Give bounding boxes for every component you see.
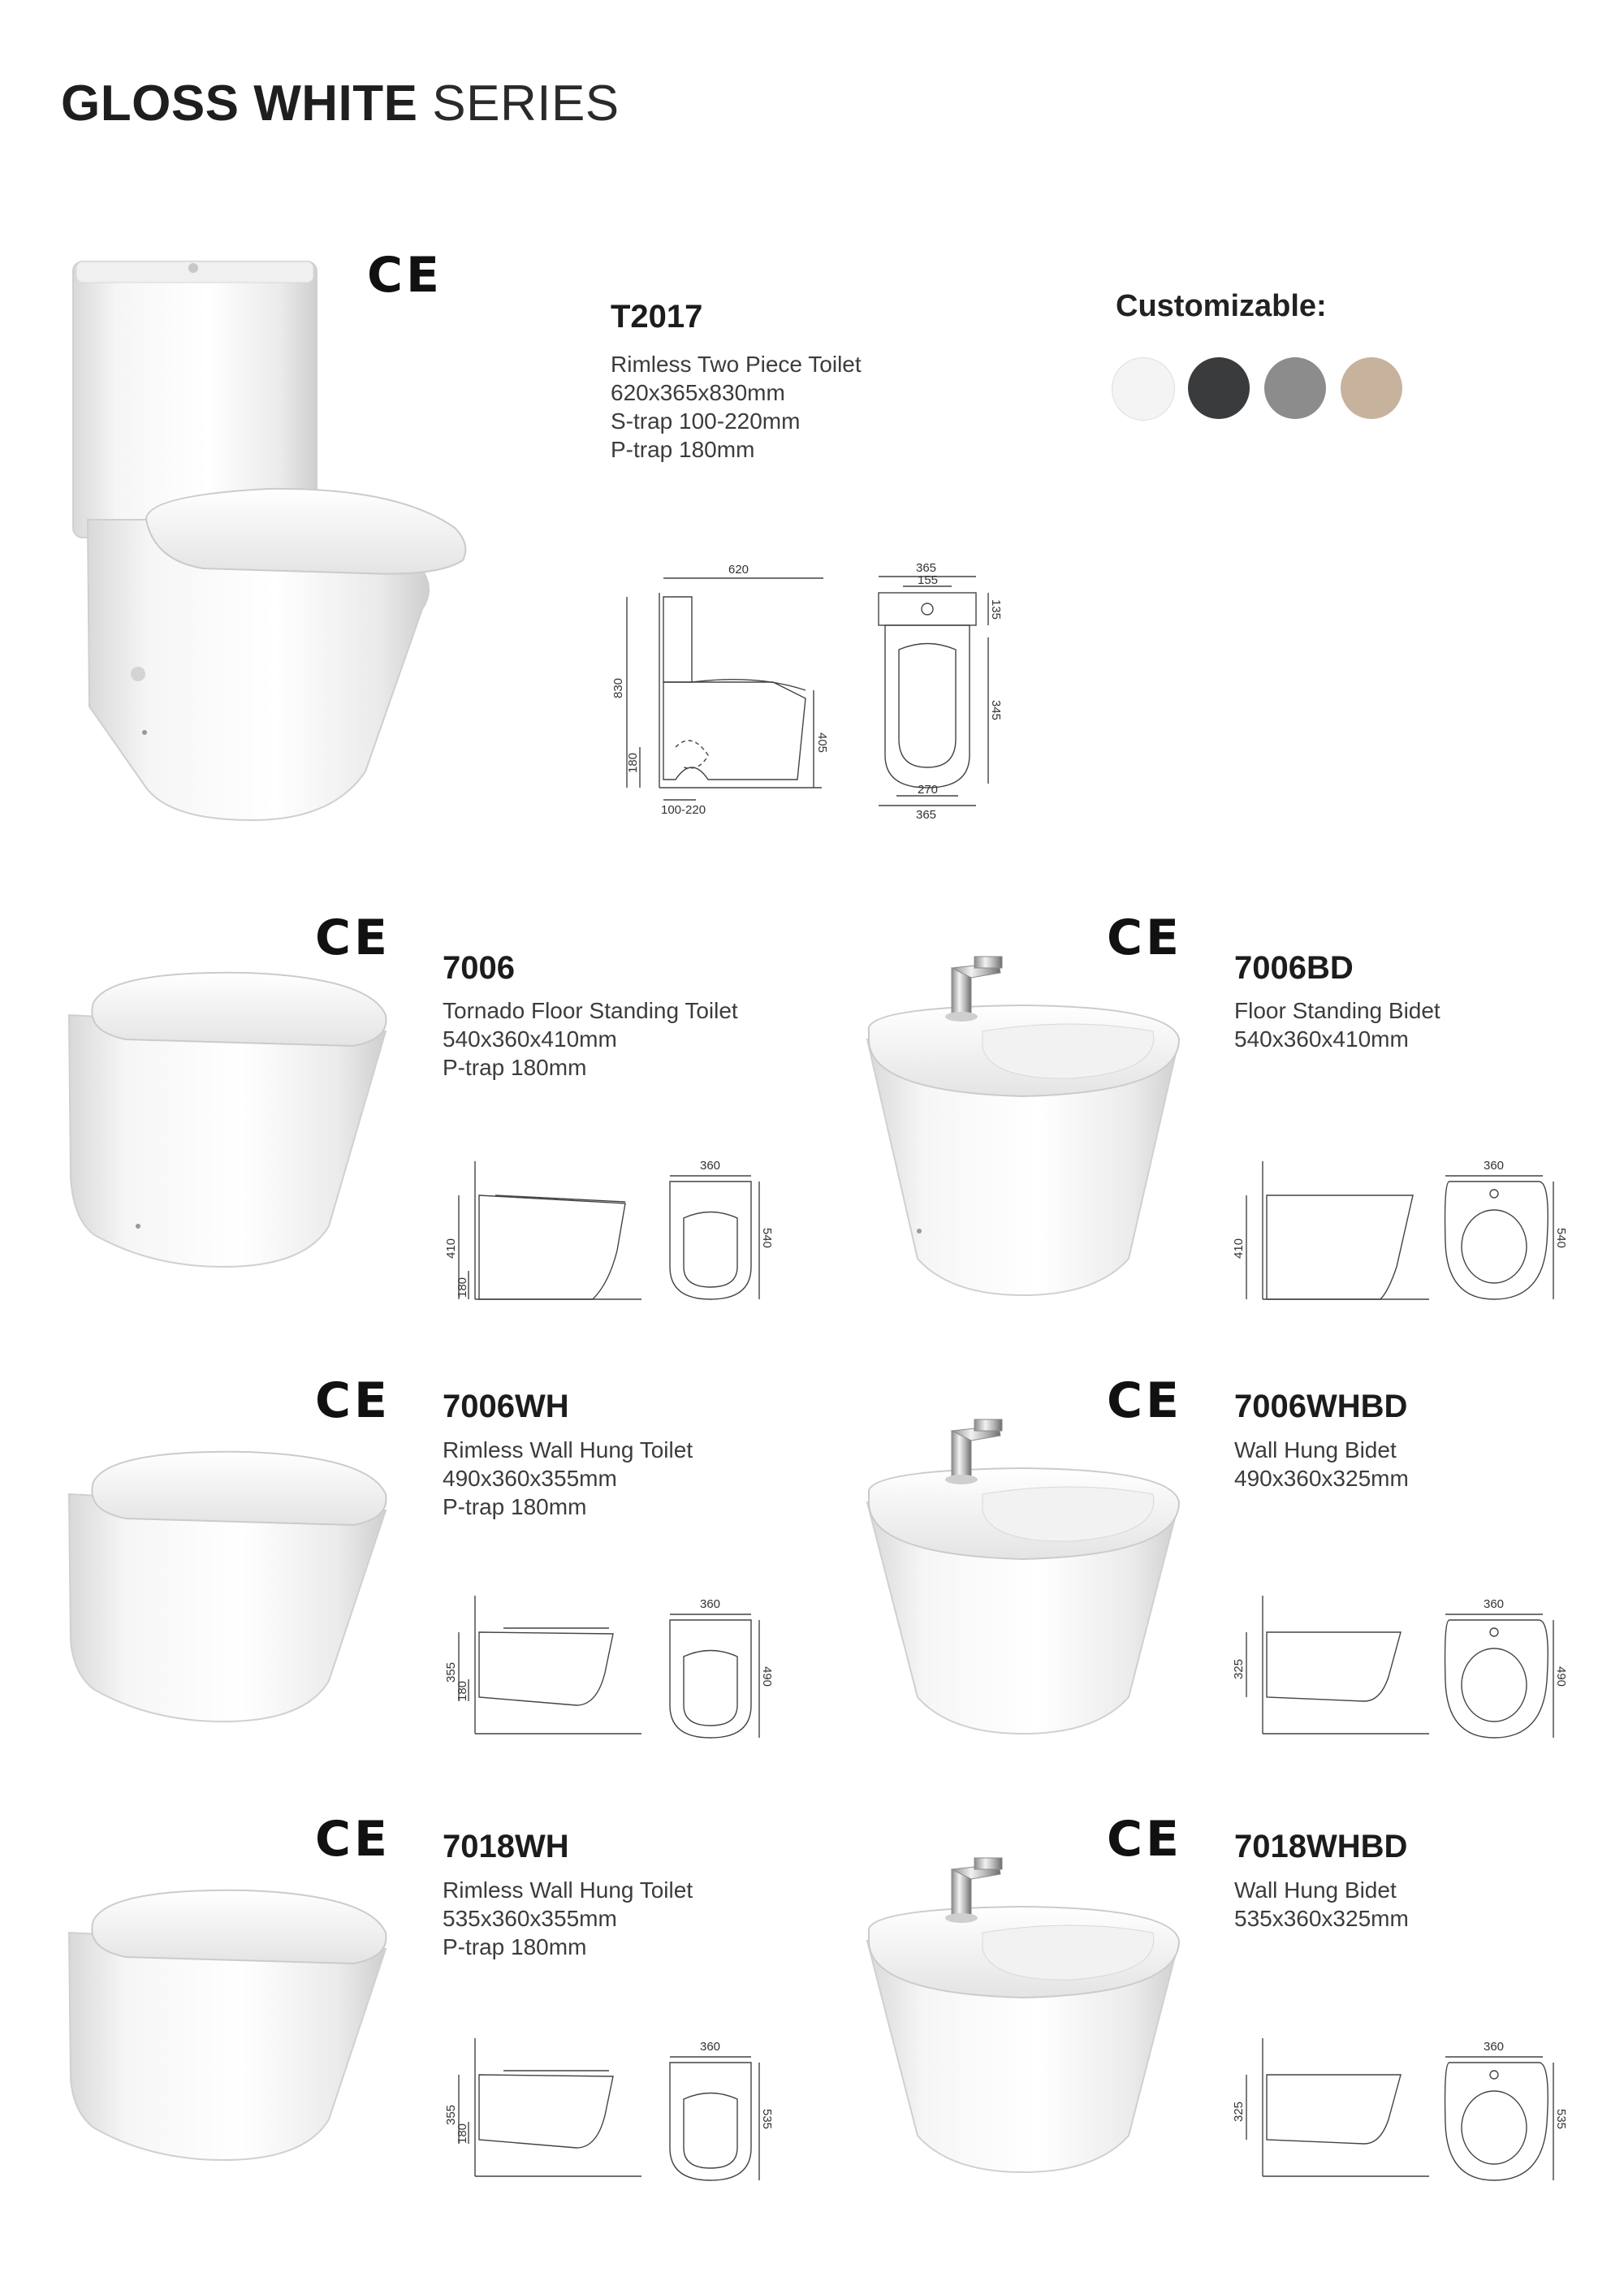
7006-spec-line: 540x360x410mm	[443, 1026, 617, 1052]
7006bd-technical-drawing	[1226, 1145, 1575, 1307]
7006-dim-depth: 540	[760, 1228, 774, 1249]
title-bold: GLOSS WHITE	[61, 76, 418, 132]
7006-spec-line: P-trap 180mm	[443, 1055, 587, 1080]
t2017-code: T2017	[611, 299, 703, 335]
7018wh-dim-height: 355	[444, 2104, 458, 2125]
7006bd-bidet-photo	[861, 950, 1186, 1299]
7006whbd-ce-mark: CE	[1107, 1372, 1183, 1429]
7006-specs	[443, 996, 738, 1082]
7006wh-toilet-photo	[61, 1445, 402, 1730]
7006whbd-dim-width: 360	[1484, 1597, 1505, 1611]
7006whbd-specs	[1234, 1436, 1409, 1493]
7006wh-technical-drawing	[438, 1583, 788, 1746]
7006-ce-mark: CE	[315, 909, 391, 966]
7006bd-dim-depth: 540	[1554, 1228, 1568, 1249]
7006wh-dim-height: 355	[444, 1661, 458, 1683]
7018wh-spec-line: 535x360x355mm	[443, 1906, 617, 1931]
customizable-label: Customizable:	[1116, 289, 1327, 323]
7006bd-spec-line: 540x360x410mm	[1234, 1026, 1409, 1052]
7006wh-code: 7006WH	[443, 1389, 569, 1424]
7006wh-spec-line: P-trap 180mm	[443, 1494, 587, 1519]
7006bd-dim-height: 410	[1232, 1238, 1246, 1259]
7006whbd-dim-height: 325	[1232, 1658, 1246, 1679]
7006wh-spec-line: Rimless Wall Hung Toilet	[443, 1437, 693, 1462]
color-swatch-black[interactable]	[1188, 357, 1250, 419]
7006-dim-trap: 180	[456, 1277, 469, 1298]
t2017-dim-height: 830	[611, 677, 625, 698]
7006wh-dim-width: 360	[700, 1597, 721, 1611]
7018whbd-ce-mark: CE	[1107, 1811, 1183, 1868]
t2017-specs	[611, 350, 862, 464]
7006-spec-line: Tornado Floor Standing Toilet	[443, 998, 738, 1023]
7018wh-dim-depth: 535	[760, 2109, 774, 2130]
t2017-spec-line: Rimless Two Piece Toilet	[611, 352, 862, 377]
7006whbd-bidet-photo	[861, 1413, 1186, 1738]
7018whbd-dim-depth: 535	[1554, 2109, 1568, 2130]
7018whbd-code: 7018WHBD	[1234, 1829, 1408, 1864]
t2017-dim-trap: 180	[626, 752, 640, 773]
7018whbd-dim-width: 360	[1484, 2040, 1505, 2054]
7006-technical-drawing	[438, 1145, 788, 1307]
7006whbd-code: 7006WHBD	[1234, 1389, 1408, 1424]
7006bd-code: 7006BD	[1234, 950, 1354, 986]
7006-dim-height: 410	[444, 1238, 458, 1259]
color-swatch-white[interactable]	[1112, 357, 1175, 421]
t2017-dim-width: 620	[728, 563, 749, 577]
7006wh-spec-line: 490x360x355mm	[443, 1466, 617, 1491]
7018wh-dim-trap: 180	[456, 2123, 469, 2144]
7006wh-ce-mark: CE	[315, 1372, 391, 1429]
7006whbd-spec-line: Wall Hung Bidet	[1234, 1437, 1397, 1462]
t2017-spec-line: 620x365x830mm	[611, 380, 785, 405]
7018wh-technical-drawing	[438, 2026, 788, 2188]
t2017-dim-trap-range: 100-220	[661, 803, 706, 817]
7018wh-dim-width: 360	[700, 2040, 721, 2054]
t2017-dim-base-w: 270	[918, 783, 939, 797]
7006whbd-technical-drawing	[1226, 1583, 1575, 1746]
title-light: SERIES	[432, 76, 620, 132]
7018whbd-technical-drawing	[1226, 2026, 1575, 2188]
7006-dim-width: 360	[700, 1159, 721, 1173]
7018wh-code: 7018WH	[443, 1829, 569, 1864]
7018whbd-specs	[1234, 1876, 1409, 1933]
7018whbd-dim-height: 325	[1232, 2101, 1246, 2122]
7006wh-specs	[443, 1436, 693, 1521]
7006wh-dim-trap: 180	[456, 1680, 469, 1701]
7018wh-specs	[443, 1876, 693, 1961]
t2017-dim-inner-w: 155	[918, 573, 939, 587]
page-title	[61, 75, 620, 132]
7018whbd-bidet-photo	[861, 1851, 1186, 2176]
7018whbd-spec-line: Wall Hung Bidet	[1234, 1877, 1397, 1903]
t2017-technical-drawing	[611, 560, 1003, 822]
7018wh-spec-line: P-trap 180mm	[443, 1934, 587, 1959]
t2017-spec-line: P-trap 180mm	[611, 437, 755, 462]
7006bd-spec-line: Floor Standing Bidet	[1234, 998, 1440, 1023]
t2017-ce-mark: CE	[367, 247, 443, 304]
7006bd-dim-width: 360	[1484, 1159, 1505, 1173]
t2017-dim-top-w: 365	[916, 561, 937, 575]
7006-toilet-photo	[61, 966, 402, 1275]
7018wh-spec-line: Rimless Wall Hung Toilet	[443, 1877, 693, 1903]
7006bd-specs	[1234, 996, 1440, 1053]
7006bd-ce-mark: CE	[1107, 909, 1183, 966]
t2017-dim-bowl-h: 405	[815, 732, 829, 754]
t2017-dim-bottom-w: 365	[916, 808, 937, 822]
t2017-spec-line: S-trap 100-220mm	[611, 408, 801, 434]
7006whbd-dim-depth: 490	[1554, 1666, 1568, 1687]
7006whbd-spec-line: 490x360x325mm	[1234, 1466, 1409, 1491]
color-swatch-beige[interactable]	[1341, 357, 1402, 419]
7006-code: 7006	[443, 950, 515, 986]
7018wh-toilet-photo	[61, 1884, 402, 2168]
7018whbd-spec-line: 535x360x325mm	[1234, 1906, 1409, 1931]
color-swatch-grey[interactable]	[1264, 357, 1326, 419]
7006wh-dim-depth: 490	[760, 1666, 774, 1687]
t2017-toilet-photo	[57, 252, 479, 836]
t2017-dim-tank-d: 135	[989, 599, 1003, 620]
7018wh-ce-mark: CE	[315, 1811, 391, 1868]
t2017-dim-bowl-d: 345	[989, 700, 1003, 721]
